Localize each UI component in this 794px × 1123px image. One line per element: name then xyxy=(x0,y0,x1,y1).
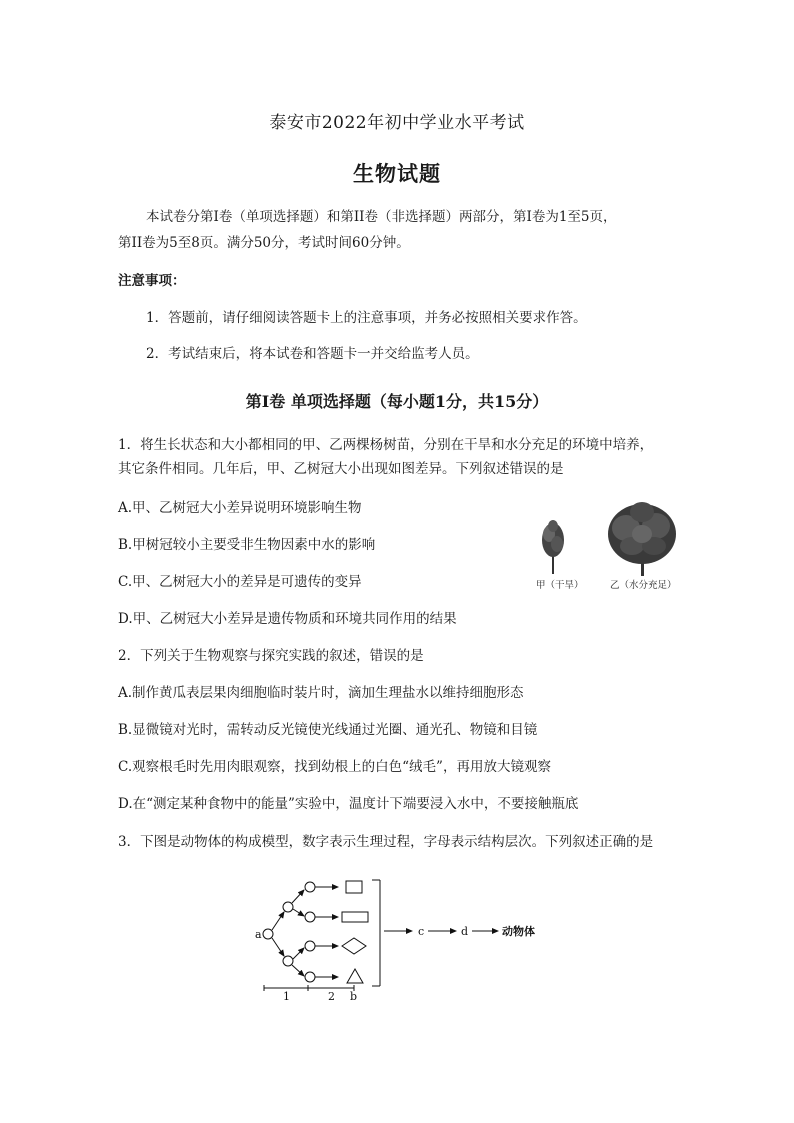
q2-option-a: A.制作黄瓜表层果肉细胞临时装片时，滴加生理盐水以维持细胞形态 xyxy=(118,685,524,701)
q1-option-c: C.甲、乙树冠大小的差异是可遗传的变异 xyxy=(118,574,362,590)
q1-stem-line-2: 其它条件相同。几年后，甲、乙树冠大小出现如图差异。下列叙述错误的是 xyxy=(118,461,564,477)
q2-option-c: C.观察根毛时先用肉眼观察，找到幼根上的白色“绒毛”，再用放大镜观察 xyxy=(118,759,551,775)
q2-stem: 2．下列关于生物观察与探究实践的叙述，错误的是 xyxy=(118,648,424,664)
tissue-rectangle-icon xyxy=(342,912,368,922)
tissue-triangle-icon xyxy=(347,969,363,983)
tissue-square-icon xyxy=(346,881,362,893)
exam-title: 泰安市2022年初中学业水平考试 xyxy=(269,113,525,133)
note-item-2: 2．考试结束后，将本试卷和答题卡一并交给监考人员。 xyxy=(146,346,479,362)
notes-heading: 注意事项： xyxy=(118,273,186,289)
exam-subject-title: 生物试题 xyxy=(353,161,441,186)
tree-comparison-figure xyxy=(528,496,688,592)
cell-a-circle xyxy=(263,929,273,939)
label-process-2: 2 xyxy=(328,990,335,1002)
small-tree-icon xyxy=(542,520,564,574)
large-tree-icon xyxy=(608,502,676,576)
tissue-diamond-icon xyxy=(342,938,366,954)
tree-label-right: 乙（水分充足） xyxy=(610,580,677,591)
label-a: a xyxy=(255,928,262,941)
q1-option-a: A.甲、乙树冠大小差异说明环境影响生物 xyxy=(118,500,362,516)
q2-option-d: D.在“测定某种食物中的能量”实验中，温度计下端要浸入水中，不要接触瓶底 xyxy=(118,796,579,812)
section-title: 第Ⅰ卷 单项选择题（每小题1分，共15分） xyxy=(245,392,549,411)
label-c: c xyxy=(418,925,425,938)
intro-line-2: 第II卷为5至8页。满分50分，考试时间60分钟。 xyxy=(118,235,410,251)
tree-label-left: 甲（干旱） xyxy=(536,580,584,591)
animal-structure-model-diagram xyxy=(246,876,546,1002)
label-process-1: 1 xyxy=(283,990,290,1002)
intro-line-1: 本试卷分第Ⅰ卷（单项选择题）和第II卷（非选择题）两部分，第Ⅰ卷为1至5页， xyxy=(146,209,617,225)
label-d: d xyxy=(461,925,469,938)
q1-option-d: D.甲、乙树冠大小差异是遗传物质和环境共同作用的结果 xyxy=(118,611,457,627)
q1-option-b: B.甲树冠较小主要受非生物因素中水的影响 xyxy=(118,537,376,553)
q3-stem: 3．下图是动物体的构成模型，数字表示生理过程，字母表示结构层次。下列叙述正确的是 xyxy=(118,834,654,850)
q1-stem-line-1: 1．将生长状态和大小都相同的甲、乙两棵杨树苗，分别在干旱和水分充足的环境中培养， xyxy=(118,437,654,453)
label-animal: 动物体 xyxy=(502,925,535,938)
note-item-1: 1．答题前，请仔细阅读答题卡上的注意事项，并务必按照相关要求作答。 xyxy=(146,310,587,326)
q2-option-b: B.显微镜对光时，需转动反光镜使光线通过光圈、通光孔、物镜和目镜 xyxy=(118,722,538,738)
label-b: b xyxy=(350,990,358,1002)
